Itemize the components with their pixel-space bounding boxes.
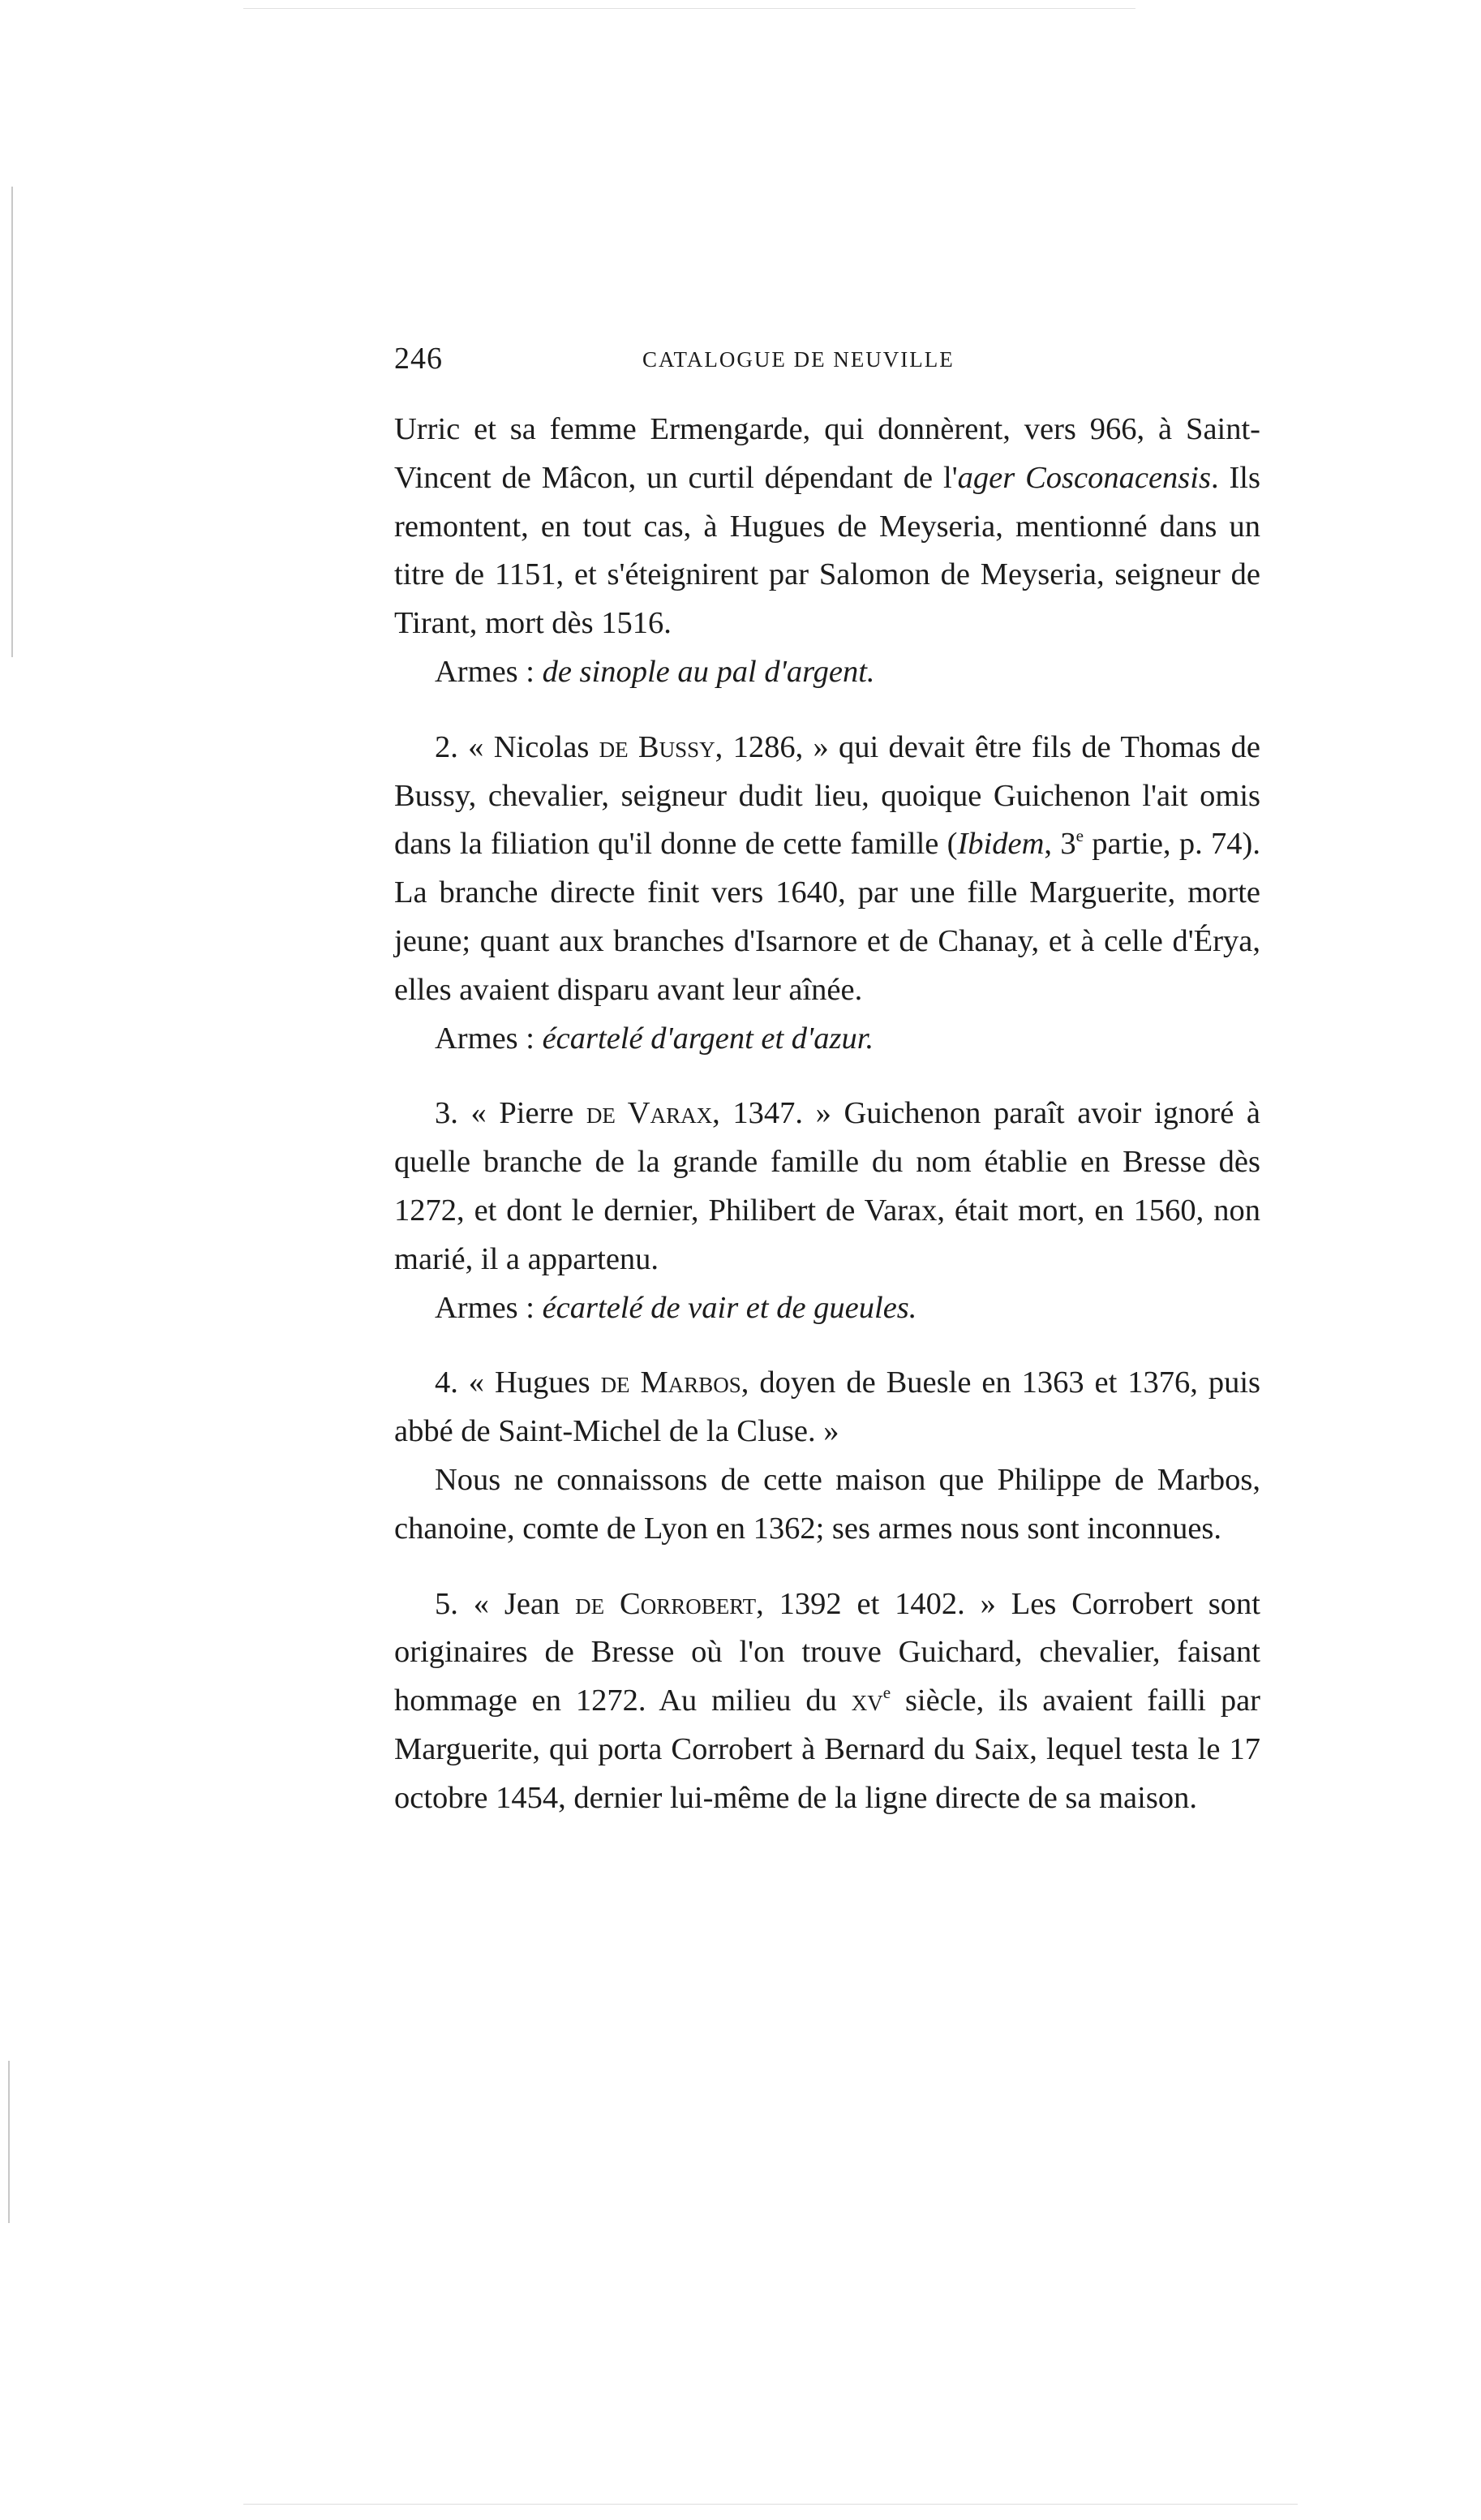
text-run: , 1347. » Guichenon paraît avoir ignoré à quelle branche de la grande famille du nom établie en Bresse dès 1272, et dont le dernier, Philibert de Varax, était mort, en 1560, non marié, il a appartenu. [394,1096,1260,1276]
family-name: Bussy [628,729,715,764]
armes-blazon: de sinople au pal d'argent. [542,654,875,689]
body-text [394,406,1260,1823]
scan-edge-left [11,187,13,657]
text-run: partie, p. 74). La branche directe finit vers 1640, par une fille Marguerite, morte jeune; quant aux branches d'Isarnore et de Chanay, et à celle d'Érya, elles avaient disparu avant leur aînée. [394,827,1260,1007]
paragraph-gap [394,697,1260,724]
italic-run: Ibidem [957,827,1045,862]
entry-number: 2. « Nicolas [435,729,599,764]
century-numeral: xv [851,1684,883,1718]
family-name: Corrobert [604,1586,757,1621]
particle: de [586,1096,616,1131]
text-run: , 1392 et 1402. » Les Corrobert sont originaires de Bresse où l'on trouve Guichard, chevalier, faisant hommage en 1272. Au milieu du [394,1586,1260,1718]
italic-run: ager Cosconacensis [957,460,1211,495]
entry-4-note: Nous ne connaissons de cette maison que Philippe de Marbos, chanoine, comte de Lyon en 1362; ses armes nous sont inconnues. [394,1462,1260,1546]
text-run: , doyen de Buesle en 1363 et 1376, puis abbé de Saint-Michel de la Cluse. » [394,1365,1261,1449]
superscript: e [882,1683,891,1703]
paragraph-gap [394,1063,1260,1090]
entry-2 [394,724,1260,1015]
entry-4 [394,1359,1260,1456]
page-number: 246 [394,342,443,376]
particle: de [599,729,629,764]
running-title: CATALOGUE DE NEUVILLE [642,347,955,372]
scan-edge-bottom [243,2504,1298,2505]
text-run: , 3 [1044,827,1076,862]
armes-label: Armes : [435,1290,543,1325]
armes-line [394,648,1260,697]
paragraph-continuation [394,406,1260,648]
text-run: , 1286, » qui devait être fils de Thomas de Bussy, chevalier, seigneur dudit lieu, quoique Guichenon l'ait omis dans la filiation qu'il donne de cette famille ( [394,729,1260,862]
armes-label: Armes : [435,654,543,689]
armes-blazon: écartelé d'argent et d'azur. [542,1021,874,1056]
page-header [394,341,1254,389]
armes-line [394,1284,1260,1333]
scan-edge-left-lower [8,2061,10,2223]
particle: de [600,1365,630,1400]
superscript: e [1075,826,1084,846]
entry-5 [394,1580,1260,1823]
armes-blazon: écartelé de vair et de gueules. [542,1290,917,1325]
entry-number: 4. « Hugues [435,1365,601,1400]
paragraph-gap [394,1332,1260,1359]
text-run: siècle, ils avaient failli par Marguerite, qui porta Corrobert à Bernard du Saix, lequel testa le 17 octobre 1454, dernier lui-même de la ligne directe de sa maison. [394,1684,1261,1815]
family-name: Marbos [629,1365,741,1400]
armes-line [394,1015,1260,1064]
entry-number: 3. « Pierre [435,1096,586,1131]
armes-label: Armes : [435,1021,543,1056]
text-run: . Ils remontent, en tout cas, à Hugues de Meyseria, mentionné dans un titre de 1151, et s'éteignirent par Salomon de Meyseria, seigneur de Tirant, mort dès 1516. [394,460,1260,641]
particle: de [575,1586,605,1621]
entry-number: 5. « Jean [435,1586,576,1621]
text-run: Urric et sa femme Ermengarde, qui donnèrent, vers 966, à Saint-Vincent de Mâcon, un curtil dépendant de l' [394,412,1260,495]
entry-3 [394,1090,1260,1284]
paragraph-gap [394,1554,1260,1580]
scan-edge-top [243,8,1135,9]
family-name: Varax [615,1096,713,1131]
